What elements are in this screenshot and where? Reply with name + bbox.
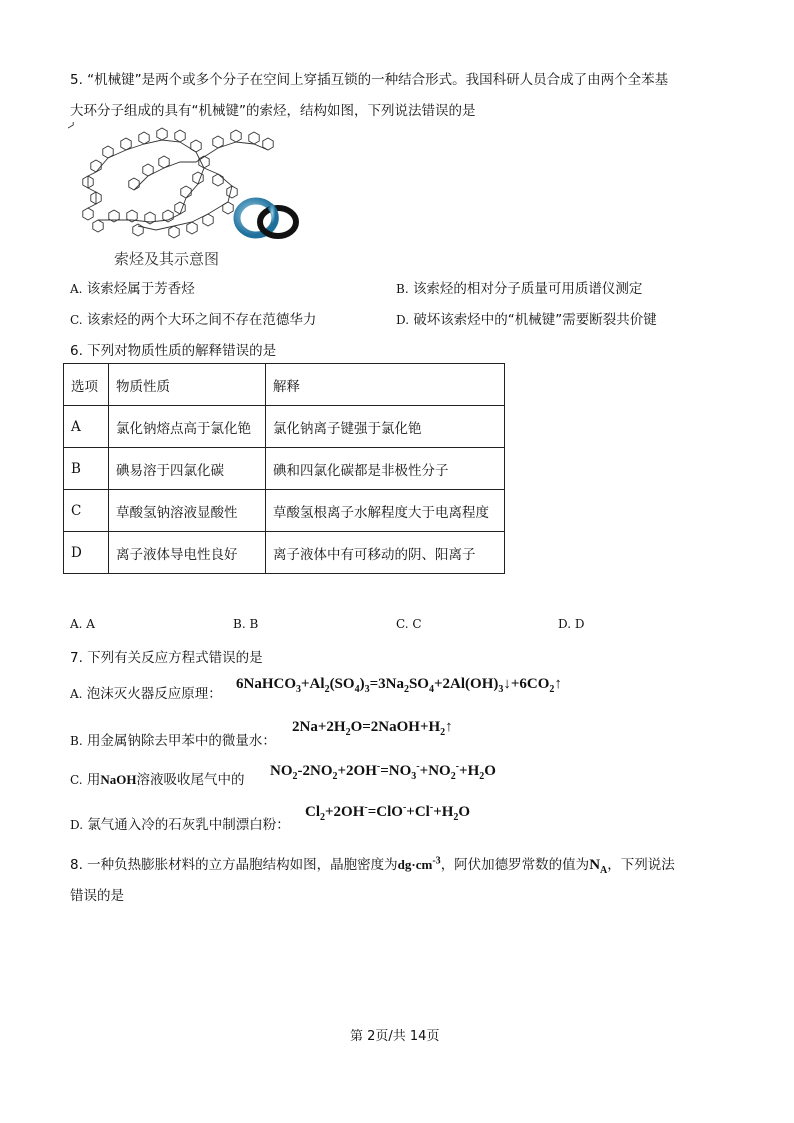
density-unit: $dg\cdot cm^{-3}$ <box>397 855 441 872</box>
q8-text-a: 8. 一种负热膨胀材料的立方晶胞结构如图，晶胞密度为 <box>70 857 398 873</box>
option-text: 该索烃的两个大环之间不存在范德华力 <box>86 312 317 328</box>
q8-stem-line1 <box>70 853 675 876</box>
q5-option-c[interactable] <box>70 308 316 328</box>
interlocked-rings-icon <box>230 194 308 244</box>
q5-option-a[interactable] <box>70 277 195 297</box>
q7-option-c[interactable] <box>70 768 245 788</box>
table-row <box>64 406 505 448</box>
q6-answer-a[interactable]: A. A <box>70 617 95 631</box>
q7-stem: 7. 下列有关反应方程式错误的是 <box>70 650 263 666</box>
page-number: 第 2页/共 14页 <box>350 1029 440 1044</box>
option-letter: A. <box>70 687 83 701</box>
figure-caption: 索烃及其示意图 <box>114 252 220 268</box>
q5-stem-line2: 大环分子组成的具有“机械键”的索烃，结构如图，下列说法错误的是 <box>70 103 476 119</box>
q7-equation-b: $2Na+2H_2O=2NaOH+H_2↑$ <box>292 719 453 738</box>
q7-equation-c: $NO_2-2NO_2+2OH^-=NO_3^-+NO_2^-+H_2O$ <box>270 761 496 782</box>
catenane-figure <box>68 122 308 272</box>
q8-stem-line2: 错误的是 <box>70 888 124 904</box>
q6-answer-d[interactable]: D. D <box>558 617 585 631</box>
option-letter: D. <box>70 818 84 832</box>
q8-text-b: ，阿伏加德罗常数的值为 <box>440 857 590 873</box>
option-text: 该索烃的相对分子质量可用质谱仪测定 <box>412 281 643 297</box>
table-cell: C <box>64 490 109 532</box>
q7-option-d[interactable] <box>70 813 290 833</box>
table-cell: 离子液体中有可移动的阴、阳离子 <box>266 532 505 574</box>
naoh-formula: NaOH <box>100 772 137 787</box>
option-letter: D. <box>396 313 410 327</box>
table-cell: 草酸氢钠溶液显酸性 <box>109 490 266 532</box>
q7-equation-d: $Cl_2+2OH^-=ClO^-+Cl^-+H_2O$ <box>305 802 471 823</box>
table-row <box>64 490 505 532</box>
table-cell: 碘易溶于四氯化碳 <box>109 448 266 490</box>
table-cell: 碘和四氯化碳都是非极性分子 <box>266 448 505 490</box>
table-header: 解释 <box>266 364 505 406</box>
q5-option-d[interactable] <box>396 308 657 328</box>
table-header: 物质性质 <box>109 364 266 406</box>
q6-answer-c[interactable]: C. C <box>396 617 422 631</box>
q7-option-a[interactable] <box>70 682 222 702</box>
option-text: 用金属钠除去甲苯中的微量水： <box>86 733 276 749</box>
avogadro-symbol: $N_A$ <box>589 857 608 876</box>
table-cell: B <box>64 448 109 490</box>
option-letter: C. <box>70 313 83 327</box>
table-cell: D <box>64 532 109 574</box>
q6-stem: 6. 下列对物质性质的解释错误的是 <box>70 343 277 359</box>
table-cell: 离子液体导电性良好 <box>109 532 266 574</box>
table-row <box>64 448 505 490</box>
table-header-row <box>64 364 505 406</box>
option-letter: C. <box>70 773 83 787</box>
option-letter: B. <box>396 282 409 296</box>
option-text: 破坏该索烃中的“机械键”需要断裂共价键 <box>413 312 657 328</box>
q7-equation-a: $6NaHCO_3+Al_2(SO_4)_3=3Na_2SO_4+2Al(OH)_3↓+6CO_2↑$ <box>236 676 562 695</box>
option-letter: B. <box>70 734 83 748</box>
option-text: 泡沫灭火器反应原理： <box>86 686 222 702</box>
table-cell: 氯化钠离子键强于氯化铯 <box>266 406 505 448</box>
q7-option-b[interactable] <box>70 729 276 749</box>
option-text: 溶液吸收尾气中的 <box>136 772 245 788</box>
option-text: 该索烃属于芳香烃 <box>86 281 195 297</box>
option-text: 氯气通入冷的石灰乳中制漂白粉： <box>87 817 290 833</box>
q6-table <box>63 363 505 574</box>
table-header: 选项 <box>64 364 109 406</box>
option-prefix: 用 <box>86 772 101 788</box>
q8-text-c: ，下列说法 <box>607 857 675 873</box>
q5-stem-line1: 5. “机械键”是两个或多个分子在空间上穿插互锁的一种结合形式。我国科研人员合成了由两个全苯基 <box>70 72 669 88</box>
table-row <box>64 532 505 574</box>
table-cell: 氯化钠熔点高于氯化铯 <box>109 406 266 448</box>
q6-answer-b[interactable]: B. B <box>233 617 259 631</box>
q5-option-b[interactable] <box>396 277 642 297</box>
table-cell: A <box>64 406 109 448</box>
option-letter: A. <box>70 282 83 296</box>
table-cell: 草酸氢根离子水解程度大于电离程度 <box>266 490 505 532</box>
